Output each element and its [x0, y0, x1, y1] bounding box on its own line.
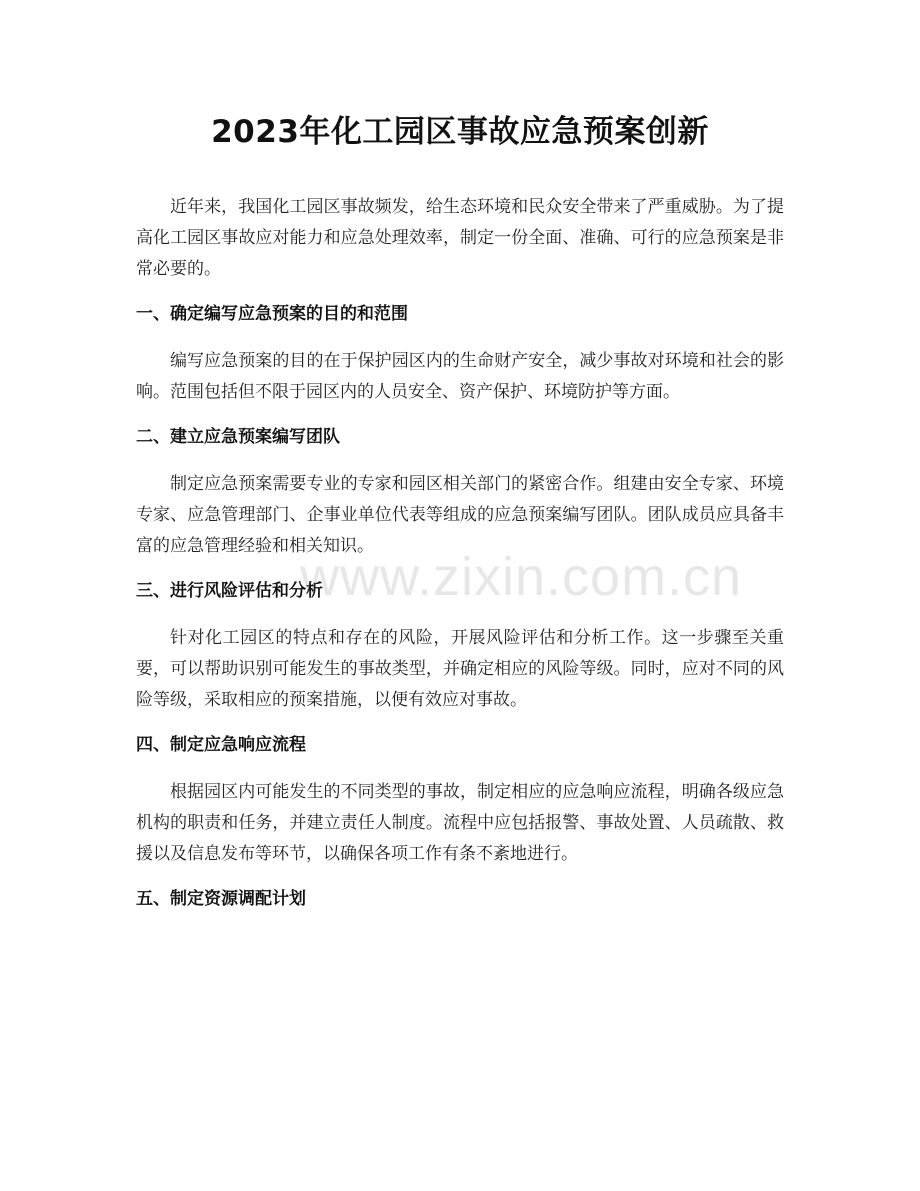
- intro-paragraph: 近年来，我国化工园区事故频发，给生态环境和民众安全带来了严重威胁。为了提高化工园区事故应对能力和应急处理效率，制定一份全面、准确、可行的应急预案是非常必要的。: [136, 197, 784, 279]
- section-4: [136, 730, 784, 870]
- section-heading: 二、建立应急预案编写团队: [136, 427, 340, 447]
- section-2: [136, 422, 784, 562]
- section-1: [136, 299, 784, 408]
- section-heading: 四、制定应急响应流程: [136, 735, 306, 755]
- section-heading: 五、制定资源调配计划: [136, 889, 306, 909]
- section-5: [136, 884, 784, 915]
- section-heading: 三、进行风险评估和分析: [136, 581, 323, 601]
- section-paragraph: 编写应急预案的目的在于保护园区内的生命财产安全，减少事故对环境和社会的影响。范围包括但不限于园区内的人员安全、资产保护、环境防护等方面。: [136, 351, 784, 402]
- section-paragraph: 根据园区内可能发生的不同类型的事故，制定相应的应急响应流程，明确各级应急机构的职责和任务，并建立责任人制度。流程中应包括报警、事故处置、人员疏散、救援以及信息发布等环节，以确保各项工作有条不紊地进行。: [136, 782, 784, 864]
- section-paragraph: 针对化工园区的特点和存在的风险，开展风险评估和分析工作。这一步骤至关重要，可以帮助识别可能发生的事故类型，并确定相应的风险等级。同时，应对不同的风险等级，采取相应的预案措施，以便有效应对事故。: [136, 628, 784, 710]
- watermark-text: www.zixin.com.cn: [300, 547, 743, 607]
- section-heading: 一、确定编写应急预案的目的和范围: [136, 304, 408, 324]
- section-3: [136, 576, 784, 716]
- document-title: 2023年化工园区事故应急预案创新: [211, 114, 709, 150]
- section-paragraph: 制定应急预案需要专业的专家和园区相关部门的紧密合作。组建由安全专家、环境专家、应急管理部门、企事业单位代表等组成的应急预案编写团队。团队成员应具备丰富的应急管理经验和相关知识。: [136, 474, 784, 556]
